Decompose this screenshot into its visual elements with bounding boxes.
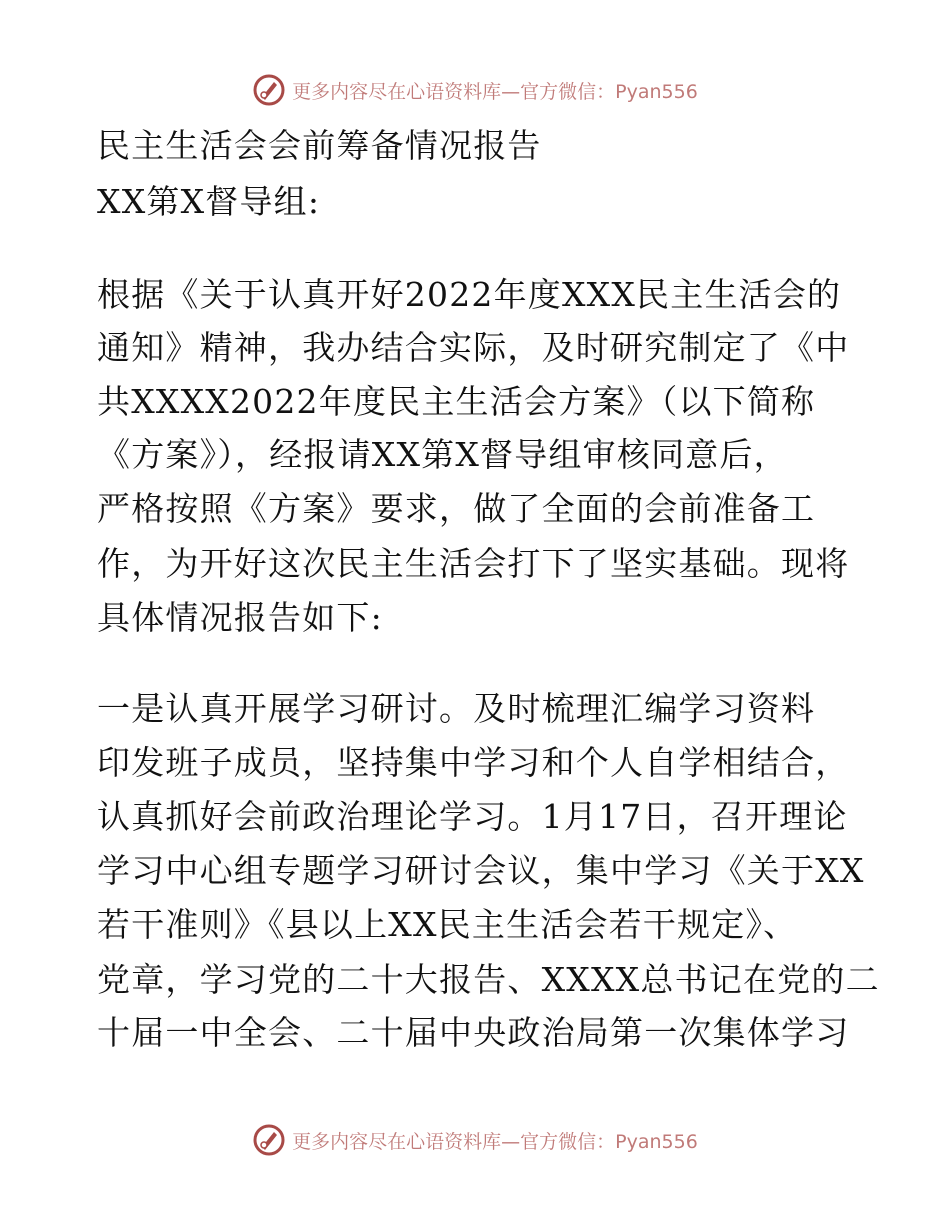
body-line: 具体情况报告如下: (97, 598, 383, 637)
document-title: 民主生活会会前筹备情况报告 (97, 126, 542, 165)
salutation: XX第X督导组: (97, 182, 321, 221)
body-line: 认真抓好会前政治理论学习。1月17日，召开理论 (97, 797, 848, 836)
body-line: 共XXXX2022年度民主生活会方案》（以下简称 (97, 382, 816, 421)
body-line: 《方案》），经报请XX第X督导组审核同意后， (97, 435, 788, 474)
body-line: 若干准则》《县以上XX民主生活会若干规定》、 (97, 905, 798, 944)
watermark-text: 更多内容尽在心语资料库—官方微信：Pyan556 (292, 1130, 698, 1153)
body-line: 学习中心组专题学习研讨会议，集中学习《关于XX (97, 851, 865, 890)
body-line: 根据《关于认真开好2022年度XXX民主生活会的 (97, 275, 842, 314)
body-line: 作，为开好这次民主生活会打下了坚实基础。现将 (97, 544, 850, 583)
body-line: 党章，学习党的二十大报告、XXXX总书记在党的二 (97, 960, 880, 999)
body-line: 一是认真开展学习研讨。及时梳理汇编学习资料 (97, 689, 816, 728)
body-line: 严格按照《方案》要求，做了全面的会前准备工 (97, 489, 816, 528)
footer-watermark-banner (0, 1120, 950, 1160)
body-line: 十届一中全会、二十届中央政治局第一次集体学习 (97, 1013, 850, 1052)
body-line: 印发班子成员，坚持集中学习和个人自学相结合， (97, 743, 850, 782)
logo-icon (252, 1123, 286, 1157)
watermark-text: 更多内容尽在心语资料库—官方微信：Pyan556 (292, 80, 698, 103)
body-line: 通知》精神，我办结合实际，及时研究制定了《中 (97, 328, 850, 367)
